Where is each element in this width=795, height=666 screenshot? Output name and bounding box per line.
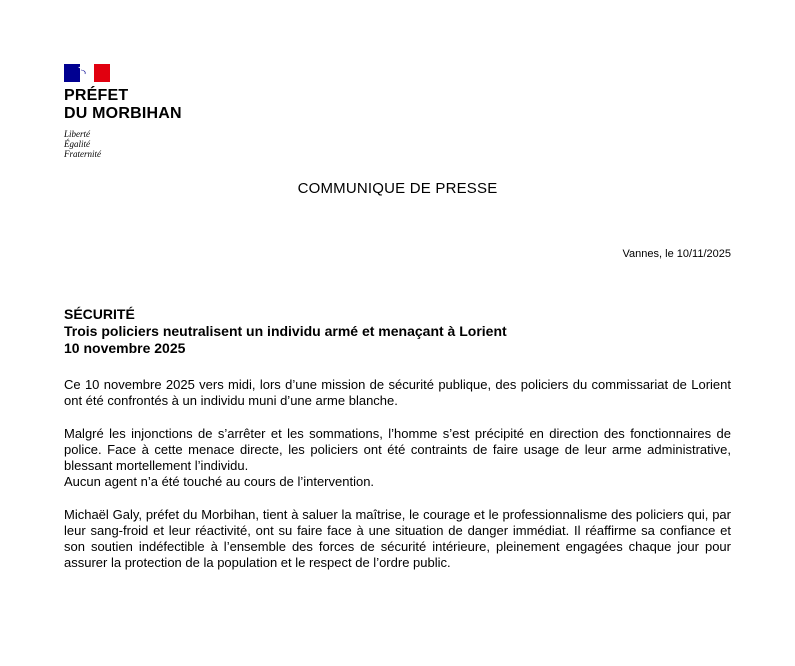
paragraph-2-extra-line: Aucun agent n’a été touché au cours de l’intervention.	[64, 474, 375, 489]
motto-egalite: Égalité	[64, 139, 90, 149]
headline-category: SÉCURITÉ	[64, 306, 135, 322]
institution-line-1: PRÉFET	[64, 87, 129, 104]
republic-motto	[64, 129, 224, 159]
paragraph-1	[64, 377, 731, 409]
institution-name	[64, 87, 224, 123]
headline-title: Trois policiers neutralisent un individu armé et menaçant à Lorient	[64, 323, 507, 339]
headline-date: 10 novembre 2025	[64, 340, 186, 356]
paragraph-2	[64, 426, 731, 490]
paragraph-1-text: Ce 10 novembre 2025 vers midi, lors d’une mission de sécurité publique, des policiers du commissariat de Lorient ont été confrontés à un individu muni d’une arme blanche.	[64, 377, 731, 408]
date-line: Vannes, le 10/11/2025	[622, 248, 731, 260]
motto-fraternite: Fraternité	[64, 149, 101, 159]
motto-liberte: Liberté	[64, 129, 90, 139]
institution-line-2: DU MORBIHAN	[64, 105, 182, 122]
headline-block	[64, 306, 732, 357]
paragraph-3-text: Michaël Galy, préfet du Morbihan, tient à saluer la maîtrise, le courage et le professionnalisme des policiers qui, par leur sang-froid et leur réactivité, ont su faire face à une situation de danger immédiat. Il réaffirme sa confiance et son soutien indéfectible à l’ensemble des forces de sécurité intérieure, pleinement engagées chaque jour pour assurer la protection de la population et le respect de l’ordre public.	[64, 507, 731, 570]
marianne-flag-icon	[64, 64, 110, 82]
prefecture-logo	[64, 64, 224, 159]
paragraph-3	[64, 507, 731, 571]
body-text	[64, 377, 731, 588]
paragraph-2-text: Malgré les injonctions de s’arrêter et les sommations, l’homme s’est précipité en direction des fonctionnaires de police. Face à cette menace directe, les policiers ont été contraints de faire usage de leur arme administrative, blessant mortellement l’individu.	[64, 426, 731, 473]
document-title: COMMUNIQUE DE PRESSE	[297, 180, 498, 197]
